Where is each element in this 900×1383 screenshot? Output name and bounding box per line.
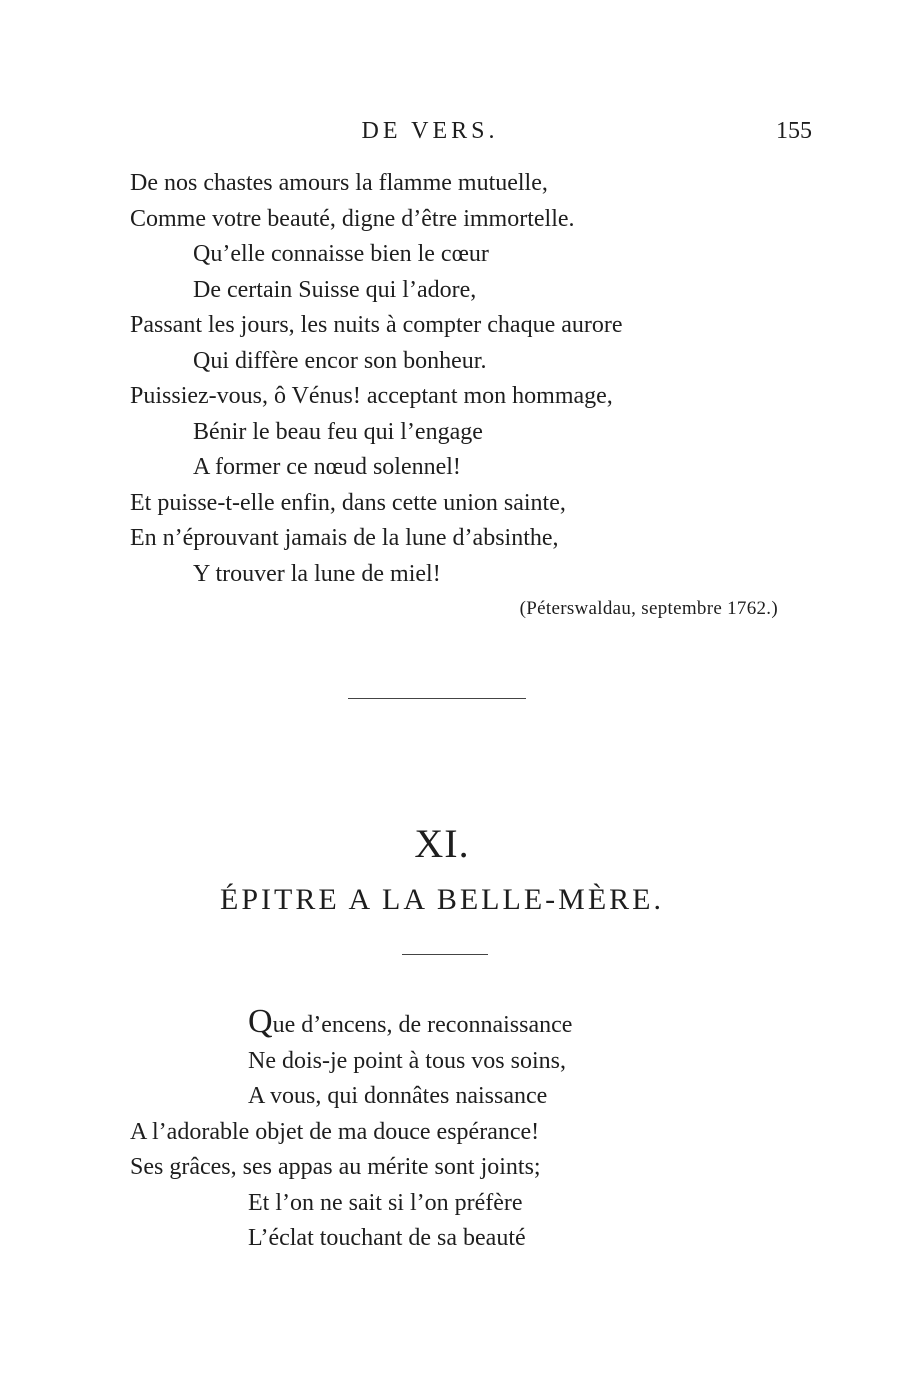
verse-line: Comme votre beauté, digne d’être immortelle. xyxy=(130,205,575,232)
poem-epitre xyxy=(0,1003,900,1257)
verse-line: A l’adorable objet de ma douce espérance! xyxy=(130,1118,540,1145)
poem-continuation xyxy=(0,166,900,592)
running-head xyxy=(0,118,900,152)
verse-line: Ses grâces, ses appas au mérite sont joints; xyxy=(130,1154,541,1180)
running-title: DE VERS. xyxy=(361,118,499,144)
verse-line: Puissiez-vous, ô Vénus! acceptant mon hommage, xyxy=(130,383,613,409)
verse-line: De nos chastes amours la flamme mutuelle, xyxy=(130,170,548,196)
verse-line-rest: ue d’encens, de reconnaissance xyxy=(272,1012,573,1038)
verse-line: De certain Suisse qui l’adore, xyxy=(193,276,477,303)
verse-line: Qu’elle connaisse bien le cœur xyxy=(193,241,489,267)
verse-line: Passant les jours, les nuits à compter chaque aurore xyxy=(130,312,623,338)
poem-attribution: (Péterswaldau, septembre 1762.) xyxy=(519,598,778,619)
verse-line: Qui diffère encor son bonheur. xyxy=(193,347,487,374)
verse-line: A vous, qui donnâtes naissance xyxy=(248,1083,548,1109)
verse-line: A former ce nœud solennel! xyxy=(193,454,461,480)
verse-line-first xyxy=(0,1003,900,1044)
verse-line: Bénir le beau feu qui l’engage xyxy=(193,418,483,445)
verse-line: En n’éprouvant jamais de la lune d’absinthe, xyxy=(130,525,559,551)
drop-cap: Q xyxy=(248,1003,273,1040)
verse-line: Ne dois-je point à tous vos soins, xyxy=(248,1047,566,1074)
section-title: ÉPITRE A LA BELLE-MÈRE. xyxy=(220,883,664,916)
verse-line: L’éclat touchant de sa beauté xyxy=(248,1225,526,1251)
verse-line: Et l’on ne sait si l’on préfère xyxy=(248,1189,523,1216)
verse-line: Y trouver la lune de miel! xyxy=(193,560,441,587)
section-number: XI. xyxy=(414,821,470,866)
page-number: 155 xyxy=(776,118,812,144)
section-divider xyxy=(348,698,526,699)
verse-line: Et puisse-t-elle enfin, dans cette union sainte, xyxy=(130,489,566,516)
title-divider xyxy=(402,954,488,955)
